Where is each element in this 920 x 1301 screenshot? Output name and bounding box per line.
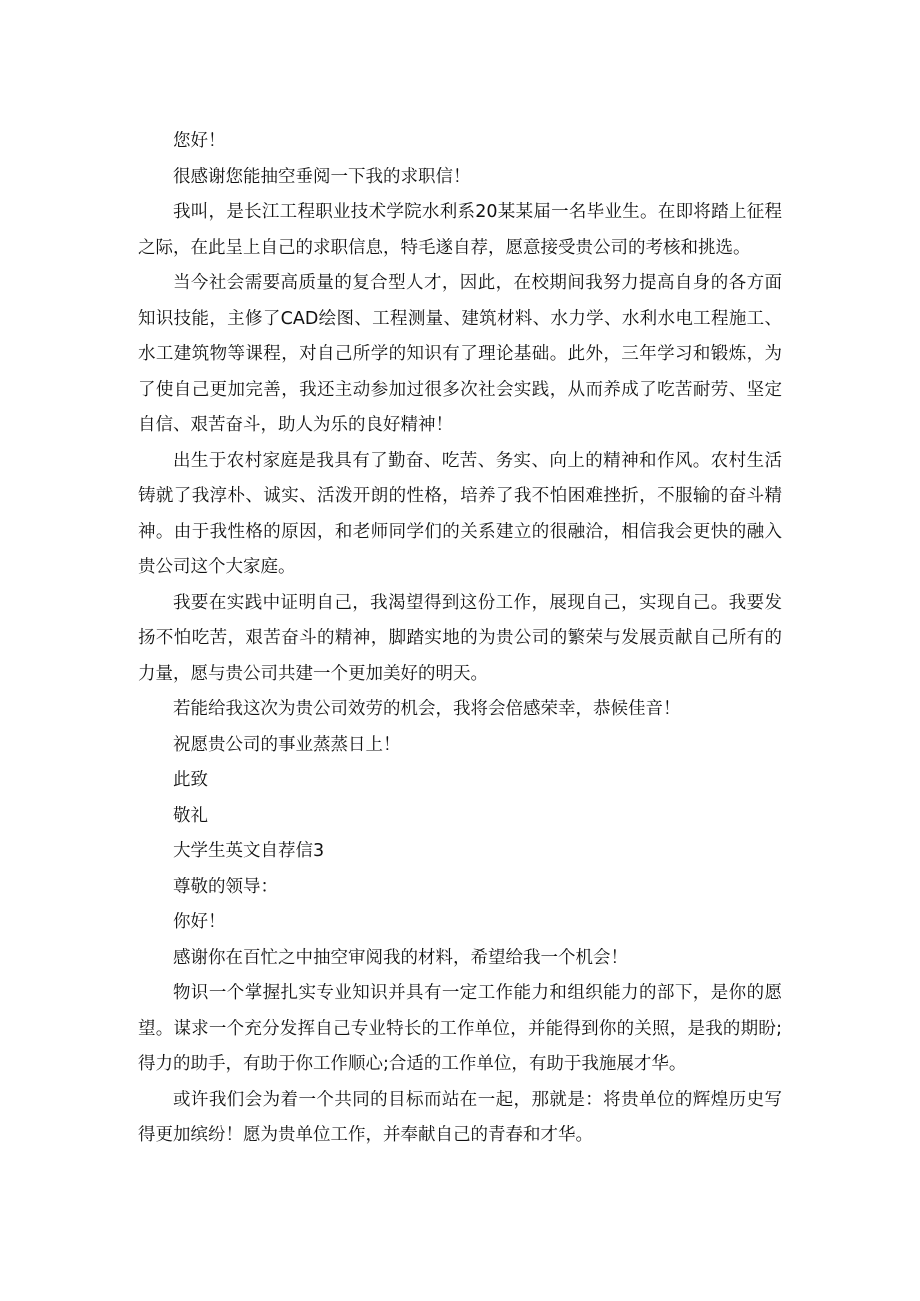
- intro-paragraph: 我叫，是长江工程职业技术学院水利系20某某届一名毕业生。在即将踏上征程之际，在此呈上自己的求职信息，特毛遂自荐，愿意接受贵公司的考核和挑选。: [138, 202, 782, 258]
- wish-paragraph: 物识一个掌握扎实专业知识并具有一定工作能力和组织能力的部下，是你的愿望。谋求一个充分发挥自己专业特长的工作单位，并能得到你的关照，是我的期盼;得力的助手，有助于你工作顺心;合适的工作单位，有助于我施展才华。: [138, 983, 782, 1074]
- wishes-line: 祝愿贵公司的事业蒸蒸日上！: [173, 734, 401, 755]
- background-paragraph: 出生于农村家庭是我具有了勤奋、吃苦、务实、向上的精神和作风。农村生活铸就了我淳朴、诚实、活泼开朗的性格，培养了我不怕困难挫折，不服输的奋斗精神。由于我性格的原因，和老师同学们的关系建立的很融洽，相信我会更快的融入贵公司这个大家庭。: [138, 450, 782, 577]
- closing-jingli: 敬礼: [173, 805, 208, 826]
- goal-paragraph: 或许我们会为着一个共同的目标而站在一起，那就是：将贵单位的辉煌历史写得更加缤纷！愿为贵单位工作，并奉献自己的青春和才华。: [138, 1089, 782, 1145]
- opportunity-line: 若能给我这次为贵公司效劳的机会，我将会倍感荣幸，恭候佳音！: [173, 699, 681, 719]
- letter-body: [138, 124, 782, 1154]
- thanks-line: 很感谢您能抽空垂阅一下我的求职信！: [173, 166, 471, 187]
- salutation: 尊敬的领导：: [173, 876, 278, 897]
- greeting: 您好！: [173, 131, 226, 151]
- aspiration-paragraph: 我要在实践中证明自己，我渴望得到这份工作，展现自己，实现自己。我要发扬不怕吃苦，艰苦奋斗的精神，脚踏实地的为贵公司的繁荣与发展贡献自己所有的力量，愿与贵公司共建一个更加美好的明天。: [138, 592, 782, 684]
- section-title: 大学生英文自荐信3: [173, 841, 325, 861]
- greeting-2: 你好！: [173, 912, 226, 932]
- closing-cizhi: 此致: [173, 770, 208, 790]
- skills-paragraph: 当今社会需要高质量的复合型人才，因此，在校期间我努力提高自身的各方面知识技能，主修了CAD绘图、工程测量、建筑材料、水力学、水利水电工程施工、水工建筑物等课程，对自己所学的知识有了理论基础。此外，三年学习和锻炼，为了使自己更加完善，我还主动参加过很多次社会实践，从而养成了吃苦耐劳、坚定自信、艰苦奋斗，助人为乐的良好精神！: [138, 273, 782, 435]
- thanks-line-2: 感谢你在百忙之中抽空审阅我的材料，希望给我一个机会！: [173, 947, 628, 968]
